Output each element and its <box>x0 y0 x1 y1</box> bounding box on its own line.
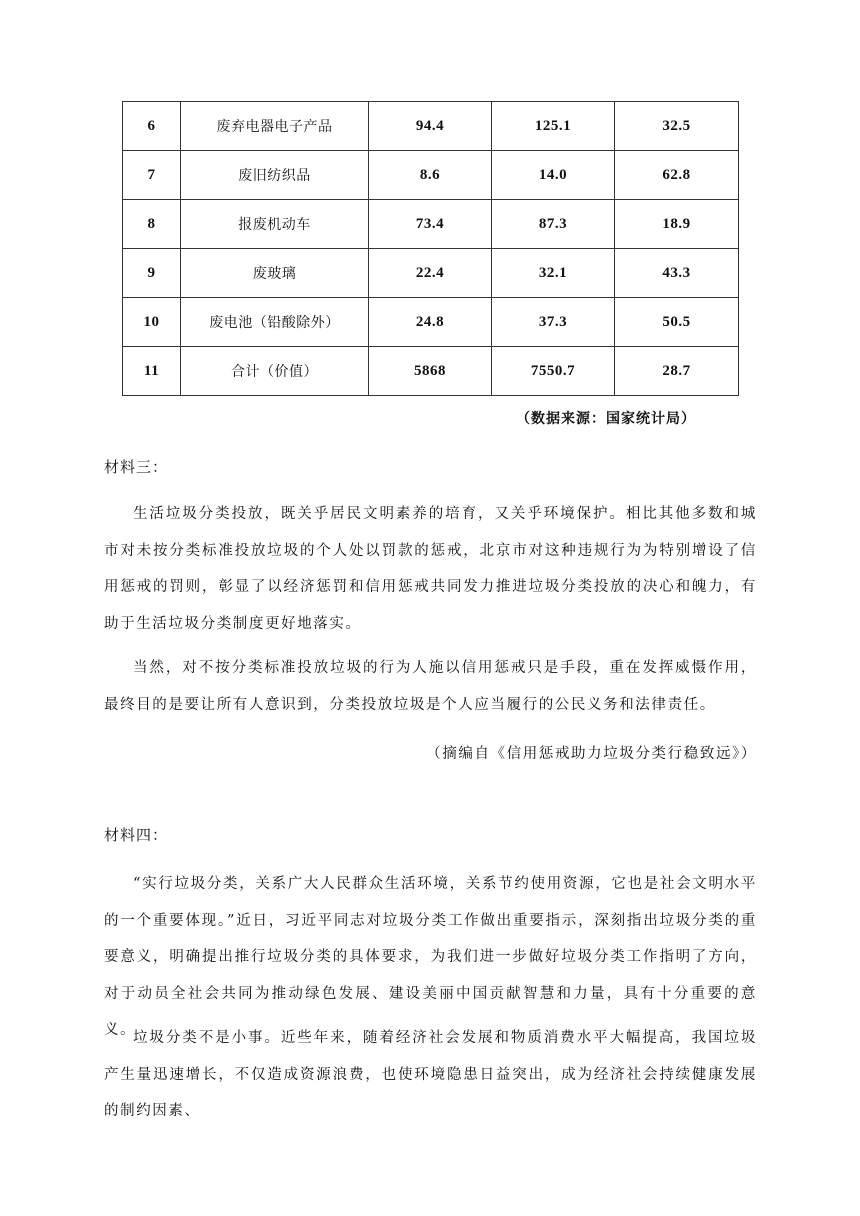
value-cell: 32.1 <box>492 249 615 298</box>
value-cell: 5868 <box>369 347 492 396</box>
value-cell: 94.4 <box>369 102 492 151</box>
growth-cell: 43.3 <box>615 249 739 298</box>
item-name: 废旧纺织品 <box>181 151 369 200</box>
value-cell: 37.3 <box>492 298 615 347</box>
table-row <box>123 102 739 151</box>
item-name: 合计（价值） <box>181 347 369 396</box>
value-cell: 73.4 <box>369 200 492 249</box>
item-name: 报废机动车 <box>181 200 369 249</box>
growth-cell: 28.7 <box>615 347 739 396</box>
item-name: 废玻璃 <box>181 249 369 298</box>
waste-recycling-table <box>122 101 739 396</box>
value-cell: 87.3 <box>492 200 615 249</box>
value-cell: 7550.7 <box>492 347 615 396</box>
material-3-citation: （摘编自《信用惩戒助力垃圾分类行稳致远》） <box>426 746 757 762</box>
material-4-paragraph-1: “实行垃圾分类，关系广大人民群众生活环境，关系节约使用资源，它也是社会文明水平的一个重要体现。”近日，习近平同志对垃圾分类工作做出重要指示，深刻指出垃圾分类的重要意义，明确提出推行垃圾分类的具体要求，为我们进一步做好垃圾分类工作指明了方向，对于动员全社会共同为推动绿色发展、建设美丽中国贡献智慧和力量，具有十分重要的意义。 <box>104 876 757 1039</box>
table-row <box>123 200 739 249</box>
growth-cell: 62.8 <box>615 151 739 200</box>
growth-cell: 32.5 <box>615 102 739 151</box>
material-4-heading: 材料四： <box>104 826 169 844</box>
value-cell: 125.1 <box>492 102 615 151</box>
item-name: 废弃电器电子产品 <box>181 102 369 151</box>
value-cell: 8.6 <box>369 151 492 200</box>
item-name: 废电池（铅酸除外） <box>181 298 369 347</box>
material-3-paragraph-1: 生活垃圾分类投放，既关乎居民文明素养的培育，又关乎环境保护。相比其他多数和城市对未按分类标准投放垃圾的个人处以罚款的惩戒，北京市对这种违规行为为特别增设了信用惩戒的罚则，彰显了以经济惩罚和信用惩戒共同发力推进垃圾分类投放的决心和魄力，有助于生活垃圾分类制度更好地落实。 <box>104 506 757 632</box>
row-number: 8 <box>123 200 181 249</box>
data-source-note: （数据来源：国家统计局） <box>516 411 696 427</box>
material-4-paragraph-2: 垃圾分类不是小事。近些年来，随着经济社会发展和物质消费水平大幅提高，我国垃圾产生量迅速增长，不仅造成资源浪费，也使环境隐患日益突出，成为经济社会持续健康发展的制约因素、 <box>104 1030 757 1120</box>
row-number: 7 <box>123 151 181 200</box>
growth-cell: 18.9 <box>615 200 739 249</box>
table-row <box>123 151 739 200</box>
table-row <box>123 298 739 347</box>
table-row <box>123 347 739 396</box>
value-cell: 22.4 <box>369 249 492 298</box>
material-3-paragraph-2: 当然，对不按分类标准投放垃圾的行为人施以信用惩戒只是手段，重在发挥威慑作用，最终目的是要让所有人意识到，分类投放垃圾是个人应当履行的公民义务和法律责任。 <box>104 660 757 713</box>
material-3-heading: 材料三： <box>104 458 169 476</box>
row-number: 9 <box>123 249 181 298</box>
growth-cell: 50.5 <box>615 298 739 347</box>
value-cell: 24.8 <box>369 298 492 347</box>
row-number: 10 <box>123 298 181 347</box>
table-row <box>123 249 739 298</box>
row-number: 11 <box>123 347 181 396</box>
row-number: 6 <box>123 102 181 151</box>
value-cell: 14.0 <box>492 151 615 200</box>
